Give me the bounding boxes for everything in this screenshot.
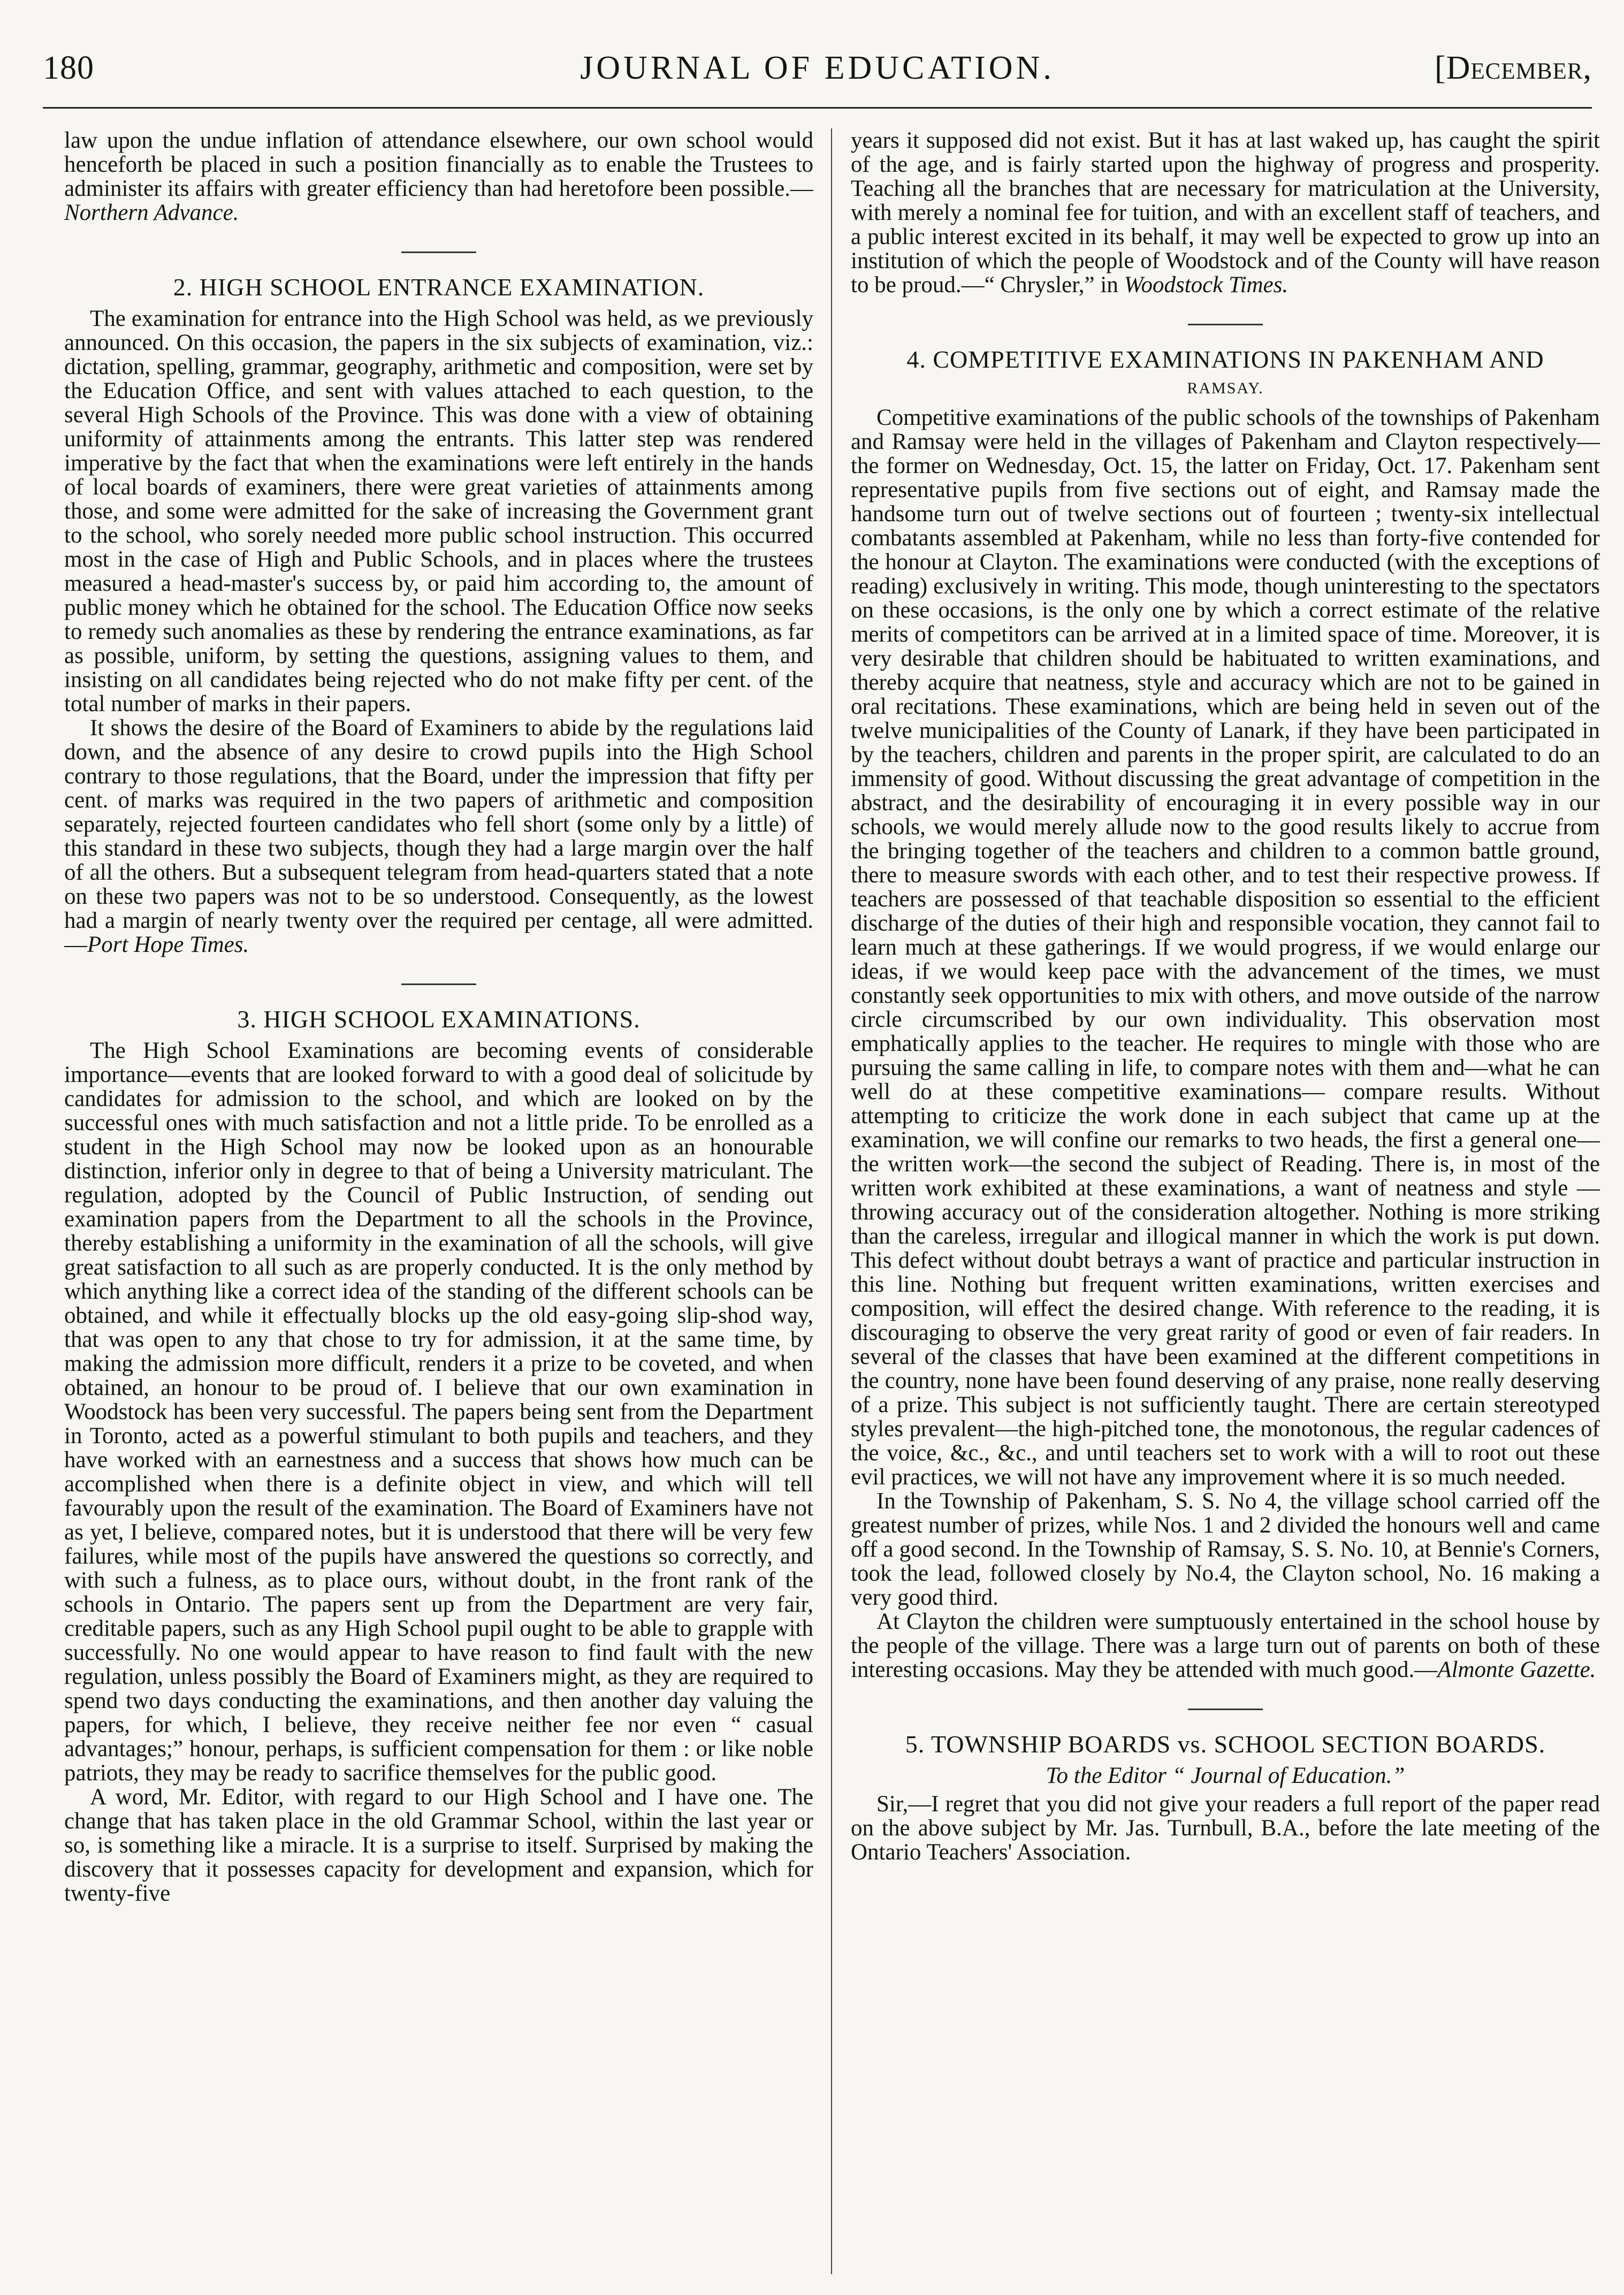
- section-5-paragraph-1: Sir,—I regret that you did not give your readers a full report of the paper read on the above subject by Mr. Jas. Turnbull, B.A., before the late meeting of the Ontario Teachers' Association.: [851, 1791, 1600, 1865]
- section-separator: [1188, 324, 1263, 325]
- page-number: 180: [43, 50, 94, 86]
- section-4-paragraph-3-text: At Clayton the children were sumptuously entertained in the school house by the people of the village. There was a large turn out of parents on both of these interesting occasions. May they be attended with much good.—: [851, 1609, 1600, 1682]
- section-5-heading: 5. TOWNSHIP BOARDS vs. SCHOOL SECTION BOARDS.: [905, 1730, 1546, 1758]
- section-2-heading: 2. HIGH SCHOOL ENTRANCE EXAMINATION.: [173, 273, 705, 301]
- section-4-paragraph-2: In the Township of Pakenham, S. S. No 4, the village school carried off the greatest number of prizes, while Nos. 1 and 2 divided the honours well and came off a good second. In the Township of Ramsay, S. S. No. 10, at Bennie's Corners, took the lead, followed closely by No.4, the Clayton school, No. 16 making a very good third.: [851, 1489, 1600, 1610]
- section-3-paragraph-1: The High School Examinations are becoming events of considerable importance—events that are looked forward to with a good deal of solicitude by candidates for admission to the school, and which are looked on by the successful ones with much satisfaction and not a little pride. To be enrolled as a student in the High School may now be looked upon as an honourable distinction, inferior only in degree to that of being a University matriculant. The regulation, adopted by the Council of Public Instruction, of sending out examination papers from the Department to all the schools in the Province, thereby establishing a uniformity in the examination of all the schools, will give great satisfaction to all such as are properly conducted. It is the only method by which anything like a correct idea of the standing of the different schools can be obtained, and while it effectually blocks up the old easy-going slip-shod way, that was open to any that chose to try for admission, it at the same time, by making the admission more difficult, renders it a prize to be coveted, and when obtained, an honour to be proud of. I believe that our own examination in Woodstock has been very successful. The papers being sent from the Department in Toronto, acted as a powerful stimulant to both pupils and teachers, and they have worked with an earnestness and a success that shows how much can be accomplished when there is a definite object in view, and which will tell favourably upon the result of the examination. The Board of Examiners have not as yet, I believe, compared notes, but it is understood that there will be very few failures, while most of the pupils have answered the questions so correctly, and with such a fulness, as to place ours, without doubt, in the front rank of the schools in Ontario. The papers sent up from the Department are very fair, creditable papers, such as any High School pupil ought to be able to grapple with successfully. No one would appear to have reason to find fault with the new regulation, unless possibly the Board of Examiners might, as they are required to spend two days conducting the examinations, and then another day valuing the papers, for which, I believe, they receive neither fee nor even “ casual advantages;” honour, perhaps, is sufficient compensation for them : or like noble patriots, they may be ready to sacrifice themselves for the public good.: [64, 1038, 813, 1786]
- journal-title: JOURNAL OF EDUCATION.: [580, 50, 1055, 86]
- section-4-paragraph-3: [851, 1610, 1600, 1682]
- section-2-paragraph-2: [64, 716, 813, 957]
- right-column: [851, 128, 1600, 2274]
- section-separator: [1188, 1709, 1263, 1710]
- continued-source: Woodstock Times.: [1124, 272, 1288, 298]
- continued-text: years it supposed did not exist. But it has at last waked up, has caught the spirit of the age, and is fairly started upon the highway of progress and prosperity. Teaching all the branches that are necessary for matriculation at the University, with merely a nominal fee for tuition, and with an excellent staff of teachers, and a public interest excited in its behalf, it may well be expected to grow up into an institution of which the people of Woodstock and of the County will have reason to be proud.—“ Chrysler,” in: [851, 128, 1600, 298]
- issue-month: [December,: [1435, 50, 1592, 86]
- section-2-paragraph-2-text: It shows the desire of the Board of Examiners to abide by the regulations laid down, and the absence of any desire to crowd pupils into the High School contrary to those regulations, that the Board, under the impression that fifty per cent. of marks was required in the two papers of arithmetic and composition separately, rejected fourteen candidates who fell short (some only by a little) of this standard in these two subjects, though they had a large margin over the half of all the others. But a subsequent telegram from head-quarters stated that a note on these two papers was not to be so understood. Consequently, as the lowest had a margin of nearly twenty over the required per centage, all were admitted.—: [64, 715, 813, 957]
- left-column: [64, 128, 813, 2274]
- section-3-heading: 3. HIGH SCHOOL EXAMINATIONS.: [237, 1005, 641, 1033]
- section-2-source: Port Hope Times.: [87, 932, 249, 957]
- section-2-paragraph-1: The examination for entrance into the High School was held, as we previously announced. On this occasion, the papers in the six subjects of examination, viz.: dictation, spelling, grammar, geography, arithmetic and composition, were set by the Education Office, and sent with values attached to each question, to the several High Schools of the Province. This was done with a view of obtaining uniformity of attainments among the entrants. This latter step was rendered imperative by the fact that when the examinations were left entirely in the hands of local boards of examiners, there were great varieties of attainments among those, and some were admitted for the sake of increasing the Government grant to the school, who sorely needed more public school instruction. This occurred most in the case of High and Public Schools, and in places where the trustees measured a head-master's success by, or paid him according to, the amount of public money which he obtained for the school. The Education Office now seeks to remedy such anomalies as these by rendering the entrance examinations, as far as possible, uniform, by setting the questions, assigning values to them, and insisting on all candidates being rejected who do not make fifty per cent. of the total number of marks in their papers.: [64, 306, 813, 716]
- section-4-heading: 4. COMPETITIVE EXAMINATIONS IN PAKENHAM AND: [906, 346, 1544, 373]
- intro-paragraph: [64, 128, 813, 225]
- section-4-subheading: RAMSAY.: [1187, 379, 1264, 397]
- section-separator: [401, 251, 476, 253]
- section-3-paragraph-2: A word, Mr. Editor, with regard to our High School and I have one. The change that has taken place in the old Grammar School, within the last year or so, is something like a miracle. It is a surprise to itself. Surprised by making the discovery that it possesses capacity for development and expansion, which for twenty-five: [64, 1785, 813, 1906]
- intro-text: law upon the undue inflation of attendance elsewhere, our own school would henceforth be placed in such a position financially as to enable the Trustees to administer its affairs with greater efficiency than had heretofore been possible.—: [64, 128, 813, 201]
- running-head: [43, 49, 1592, 97]
- section-4-source: Almonte Gazette.: [1437, 1657, 1596, 1682]
- section-4-paragraph-1: Competitive examinations of the public schools of the townships of Pakenham and Ramsay were held in the villages of Pakenham and Clayton respectively—the former on Wednesday, Oct. 15, the latter on Friday, Oct. 17. Pakenham sent representative pupils from five sections out of eight, and Ramsay made the handsome turn out of twelve sections out of fourteen ; twenty-six intellectual combatants assembled at Pakenham, while no less than forty-five contended for the honour at Clayton. The examinations were conducted (with the exceptions of reading) exclusively in writing. This mode, though uninteresting to the spectators on these occasions, is the only one by which a correct estimate of the relative merits of competitors can be arrived at in a limited space of time. Moreover, it is very desirable that children should be habituated to written examinations, and thereby acquire that neatness, style and accuracy which are not to be gained in oral recitations. These examinations, which are being held in seven out of the twelve municipalities of the County of Lanark, if they have been participated in by the teachers, children and parents in the proper spirit, are calculated to do an immensity of good. Without discussing the great advantage of competition in the abstract, and the desirability of encouraging it in every possible way in our schools, we would merely allude now to the good results likely to accrue from the bringing together of the teachers and children to a common battle ground, there to measure swords with each other, and to test their respective prowess. If teachers are possessed of that teachable disposition so essential to the efficient discharge of the duties of their high and responsible vocation, they cannot fail to learn much at these gatherings. If we would progress, if we would enlarge our ideas, if we would keep pace with the advancement of the times, we must constantly seek opportunities to mix with others, and move outside of the narrow circle circumscribed by our own individuality. This observation most emphatically applies to the teacher. He requires to mingle with those who are pursuing the same calling in life, to compare notes with them and—what he can well do at these competitive examinations— compare results. Without attempting to criticize the work done in each subject that came up at the examination, we will confine our remarks to two heads, the first a general one—the written work—the second the subject of Reading. There is, in most of the written work exhibited at these examinations, a want of neatness and style —throwing accuracy out of the consideration altogether. Nothing is more striking than the careless, irregular and illogical manner in which the work is put down. This defect without doubt betrays a want of practice and particular instruction in this line. Nothing but frequent written examinations, written exercises and composition, will effect the desired change. With reference to the reading, it is discouraging to observe the very great rarity of good or even of fair readers. In several of the classes that have been examined at the different competitions in the country, none have been found deserving of any praise, none really deserving of a prize. This subject is not sufficiently taught. There are certain stereotyped styles prevalent—the high-pitched tone, the monotonous, the regular cadences of the voice, &c., &c., and until teachers set to work with a will to root out these evil practices, we will not have any improvement where it is so much needed.: [851, 405, 1600, 1490]
- section-5-dedication: To the Editor “ Journal of Education.”: [1046, 1763, 1405, 1788]
- header-rule: [43, 107, 1592, 109]
- intro-source: Northern Advance.: [64, 200, 239, 225]
- continued-paragraph: [851, 128, 1600, 297]
- column-divider: [831, 128, 832, 2274]
- section-separator: [401, 983, 476, 985]
